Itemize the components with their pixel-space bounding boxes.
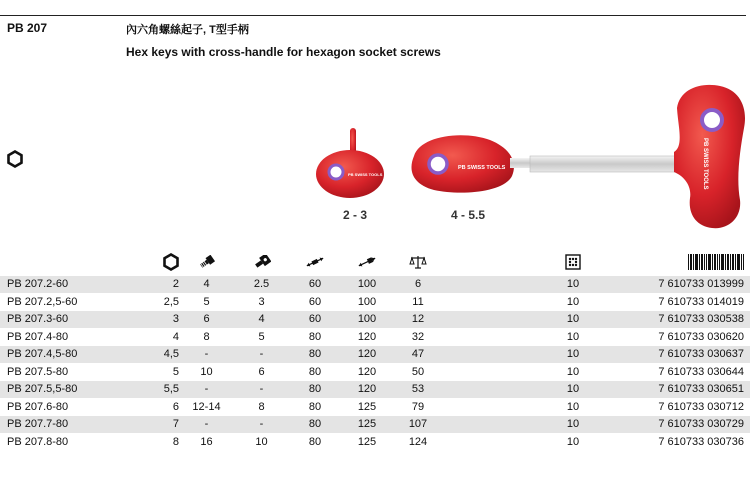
header-rule xyxy=(0,15,746,16)
header-weight xyxy=(393,248,443,276)
cell-head: 8 xyxy=(234,398,289,416)
cell-screw: 5 xyxy=(179,293,234,311)
cell-size: 8 xyxy=(127,433,179,451)
cell-screw: 10 xyxy=(179,363,234,381)
header-size xyxy=(127,248,179,276)
brand-mark: PB SWISS TOOLS xyxy=(348,172,383,177)
cell-total-length: 125 xyxy=(341,416,393,434)
socket-screw-head-icon xyxy=(253,255,271,269)
cell-blade-length: 80 xyxy=(289,346,341,364)
cell-ean: 7 610733 030729 xyxy=(608,416,750,434)
cell-total-length: 120 xyxy=(341,328,393,346)
cell-total-length: 100 xyxy=(341,293,393,311)
cell-qty: 10 xyxy=(538,416,608,434)
product-code: PB 207 xyxy=(7,21,48,35)
large-handle xyxy=(530,85,745,228)
cell-weight: 32 xyxy=(393,328,443,346)
total-length-icon xyxy=(356,255,378,269)
cell-head: - xyxy=(234,346,289,364)
table-header-row xyxy=(0,248,750,276)
size-label-medium: 4 - 5.5 xyxy=(451,208,486,222)
medium-handle xyxy=(411,135,530,192)
package-quantity-icon xyxy=(565,254,581,270)
cell-qty: 10 xyxy=(538,381,608,399)
cell-size: 3 xyxy=(127,311,179,329)
cell-head: - xyxy=(234,381,289,399)
cell-blade-length: 80 xyxy=(289,433,341,451)
cell-weight: 12 xyxy=(393,311,443,329)
cell-code: PB 207.8-80 xyxy=(0,433,127,451)
cell-screw: - xyxy=(179,346,234,364)
cell-total-length: 100 xyxy=(341,311,393,329)
cell-size: 4,5 xyxy=(127,346,179,364)
table-row xyxy=(0,276,750,293)
table-row xyxy=(0,398,750,416)
cell-ean: 7 610733 030644 xyxy=(608,363,750,381)
cell-total-length: 120 xyxy=(341,381,393,399)
cell-ean: 7 610733 030651 xyxy=(608,381,750,399)
cell-head: - xyxy=(234,416,289,434)
cell-screw: 6 xyxy=(179,311,234,329)
cell-ean: 7 610733 030620 xyxy=(608,328,750,346)
cell-code: PB 207.7-80 xyxy=(0,416,127,434)
hexagon-icon xyxy=(163,253,179,271)
cell-ean: 7 610733 030736 xyxy=(608,433,750,451)
cell-blade-length: 60 xyxy=(289,293,341,311)
cell-weight: 107 xyxy=(393,416,443,434)
title-chinese: 內六角螺絲起子, T型手柄 xyxy=(126,24,249,36)
cell-ean: 7 610733 030637 xyxy=(608,346,750,364)
header-screw xyxy=(179,248,234,276)
cell-size: 7 xyxy=(127,416,179,434)
title-english: Hex keys with cross-handle for hexagon socket screws xyxy=(126,45,441,59)
header-head xyxy=(234,248,289,276)
cell-size: 5 xyxy=(127,363,179,381)
cell-weight: 50 xyxy=(393,363,443,381)
cell-size: 2,5 xyxy=(127,293,179,311)
header-code xyxy=(0,248,127,276)
cell-blade-length: 60 xyxy=(289,311,341,329)
cell-code: PB 207.5-80 xyxy=(0,363,127,381)
cell-code: PB 207.2-60 xyxy=(0,276,127,293)
cell-qty: 10 xyxy=(538,346,608,364)
cell-ean: 7 610733 014019 xyxy=(608,293,750,311)
cell-head: 2.5 xyxy=(234,276,289,293)
cell-qty: 10 xyxy=(538,293,608,311)
cell-weight: 47 xyxy=(393,346,443,364)
table-row xyxy=(0,416,750,434)
cell-screw: - xyxy=(179,381,234,399)
cell-head: 10 xyxy=(234,433,289,451)
cell-head: 5 xyxy=(234,328,289,346)
cell-total-length: 100 xyxy=(341,276,393,293)
product-photo xyxy=(312,78,750,238)
table-row xyxy=(0,381,750,399)
cell-total-length: 120 xyxy=(341,363,393,381)
cell-weight: 53 xyxy=(393,381,443,399)
cell-code: PB 207.6-80 xyxy=(0,398,127,416)
cell-size: 5,5 xyxy=(127,381,179,399)
cell-screw: 8 xyxy=(179,328,234,346)
table-row xyxy=(0,328,750,346)
cell-ean: 7 610733 030712 xyxy=(608,398,750,416)
size-label-small: 2 - 3 xyxy=(343,208,368,222)
blade-length-icon xyxy=(304,255,326,269)
cell-size: 4 xyxy=(127,328,179,346)
cell-size: 2 xyxy=(127,276,179,293)
cell-ean: 7 610733 030538 xyxy=(608,311,750,329)
header-blade xyxy=(289,248,341,276)
cell-screw: - xyxy=(179,416,234,434)
cell-total-length: 125 xyxy=(341,433,393,451)
cell-total-length: 120 xyxy=(341,346,393,364)
cell-qty: 10 xyxy=(538,433,608,451)
cell-code: PB 207.4,5-80 xyxy=(0,346,127,364)
cell-weight: 79 xyxy=(393,398,443,416)
cell-total-length: 125 xyxy=(341,398,393,416)
cell-weight: 6 xyxy=(393,276,443,293)
brand-mark: PB SWISS TOOLS xyxy=(458,165,506,171)
cell-head: 4 xyxy=(234,311,289,329)
cell-qty: 10 xyxy=(538,276,608,293)
cell-qty: 10 xyxy=(538,398,608,416)
brand-mark: PB SWISS TOOLS xyxy=(702,138,708,190)
hexagon-icon xyxy=(7,150,23,168)
cell-blade-length: 80 xyxy=(289,381,341,399)
cell-code: PB 207.5,5-80 xyxy=(0,381,127,399)
cell-blade-length: 80 xyxy=(289,363,341,381)
barcode-icon xyxy=(688,254,744,270)
cell-blade-length: 80 xyxy=(289,328,341,346)
cell-screw: 12-14 xyxy=(179,398,234,416)
cell-head: 6 xyxy=(234,363,289,381)
table-row xyxy=(0,346,750,364)
header-ean xyxy=(608,248,750,276)
spec-table xyxy=(0,248,750,451)
cell-ean: 7 610733 013999 xyxy=(608,276,750,293)
cell-blade-length: 60 xyxy=(289,276,341,293)
weight-scale-icon xyxy=(409,255,427,269)
cell-qty: 10 xyxy=(538,328,608,346)
cell-screw: 4 xyxy=(179,276,234,293)
cell-code: PB 207.2,5-60 xyxy=(0,293,127,311)
cell-qty: 10 xyxy=(538,363,608,381)
table-row xyxy=(0,311,750,329)
table-row xyxy=(0,363,750,381)
table-row xyxy=(0,433,750,451)
cell-screw: 16 xyxy=(179,433,234,451)
cell-qty: 10 xyxy=(538,311,608,329)
socket-screw-icon xyxy=(198,255,216,269)
cell-head: 3 xyxy=(234,293,289,311)
cell-code: PB 207.4-80 xyxy=(0,328,127,346)
cell-code: PB 207.3-60 xyxy=(0,311,127,329)
table-row xyxy=(0,293,750,311)
cell-blade-length: 80 xyxy=(289,416,341,434)
header-total xyxy=(341,248,393,276)
cell-weight: 11 xyxy=(393,293,443,311)
small-handle xyxy=(316,128,384,198)
cell-blade-length: 80 xyxy=(289,398,341,416)
cell-weight: 124 xyxy=(393,433,443,451)
cell-size: 6 xyxy=(127,398,179,416)
header-qty xyxy=(538,248,608,276)
